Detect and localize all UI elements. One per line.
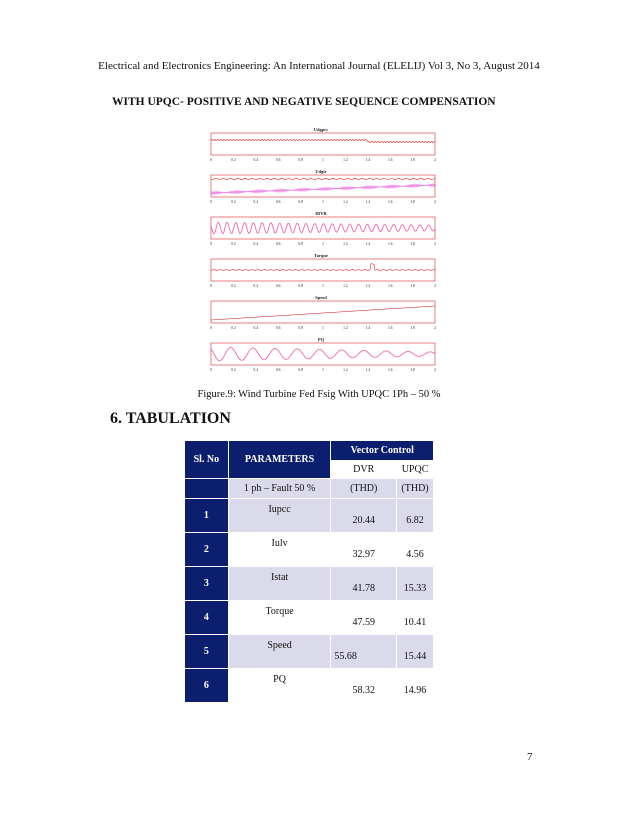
x-tick-label: 2 xyxy=(434,326,436,330)
x-tick-label: 1.8 xyxy=(410,326,415,330)
x-tick-label: 1 xyxy=(322,368,324,372)
x-tick-label: 0.6 xyxy=(275,284,281,288)
row-parameter: PQ xyxy=(228,669,331,703)
row-sl-no: 4 xyxy=(185,601,229,635)
x-tick-label: 0.6 xyxy=(275,158,281,162)
row-parameter: Iupcc xyxy=(228,499,331,533)
table-row xyxy=(185,601,434,635)
panel-trace xyxy=(211,264,435,271)
row-dvr-value: 41.78 xyxy=(331,567,397,601)
x-tick-label: 0 xyxy=(210,326,212,330)
x-tick-label: 0.2 xyxy=(231,200,236,204)
table-row xyxy=(185,499,434,533)
x-tick-label: 1.2 xyxy=(343,200,348,204)
x-tick-label: 0.2 xyxy=(231,242,236,246)
x-tick-label: 0 xyxy=(210,242,212,246)
x-tick-label: 1.6 xyxy=(387,158,393,162)
x-tick-label: 2 xyxy=(434,200,436,204)
x-tick-label: 1 xyxy=(322,158,324,162)
x-tick-label: 1 xyxy=(322,284,324,288)
panel-title: Udgir xyxy=(315,169,327,174)
x-tick-label: 1.6 xyxy=(387,242,393,246)
subheader-dvr: DVR xyxy=(331,461,397,479)
table-row xyxy=(185,567,434,601)
panel-title: Speed xyxy=(315,295,327,300)
x-tick-label: 1 xyxy=(322,200,324,204)
x-tick-label: 0.8 xyxy=(298,326,303,330)
section-title: WITH UPQC- POSITIVE AND NEGATIVE SEQUENCE COMPENSATION xyxy=(112,96,496,108)
row-sl-no: 3 xyxy=(185,567,229,601)
x-tick-label: 2 xyxy=(434,158,436,162)
row-upqc-value: 14.96 xyxy=(397,669,434,703)
x-tick-label: 1 xyxy=(322,242,324,246)
x-tick-label: 1.2 xyxy=(343,326,348,330)
x-tick-label: 0 xyxy=(210,200,212,204)
row-sl-no: 5 xyxy=(185,635,229,669)
row-parameter: Iulv xyxy=(228,533,331,567)
subheader-upqc: UPQC xyxy=(397,461,434,479)
x-tick-label: 1.2 xyxy=(343,242,348,246)
x-tick-label: 0.8 xyxy=(298,242,303,246)
header-sl-no: Sl. No xyxy=(185,441,229,479)
panel-trace xyxy=(211,222,435,234)
row-dvr-value: 47.59 xyxy=(331,601,397,635)
row-upqc-value: 10.41 xyxy=(397,601,434,635)
x-tick-label: 0.2 xyxy=(231,326,236,330)
panel-frame xyxy=(211,217,435,239)
x-tick-label: 0.4 xyxy=(253,200,259,204)
x-tick-label: 1.2 xyxy=(343,158,348,162)
header-vector-control: Vector Control xyxy=(331,441,434,461)
x-tick-label: 1.2 xyxy=(343,368,348,372)
x-tick-label: 1.4 xyxy=(365,242,371,246)
unit-dvr: (THD) xyxy=(331,479,397,499)
row-dvr-value: 20.44 xyxy=(331,499,397,533)
x-tick-label: 0.8 xyxy=(298,284,303,288)
panel-title: Udgpcc xyxy=(313,127,329,132)
row-dvr-value: 55.68 xyxy=(331,635,397,669)
row-upqc-value: 15.33 xyxy=(397,567,434,601)
simulation-figure xyxy=(203,126,439,378)
x-tick-label: 1.4 xyxy=(365,326,371,330)
x-tick-label: 0.8 xyxy=(298,200,303,204)
x-tick-label: 1.2 xyxy=(343,284,348,288)
x-tick-label: 0.8 xyxy=(298,158,303,162)
panel-frame xyxy=(211,343,435,365)
panel-title: Torque xyxy=(314,253,328,258)
x-tick-label: 1.8 xyxy=(410,242,415,246)
panel-title: IDVR xyxy=(315,211,327,216)
x-tick-label: 0.4 xyxy=(253,326,259,330)
panel-trace xyxy=(211,139,435,143)
panel-title: PQ xyxy=(317,337,325,342)
row-parameter: Istat xyxy=(228,567,331,601)
table-row xyxy=(185,635,434,669)
x-tick-label: 0.6 xyxy=(275,326,281,330)
x-tick-label: 1.6 xyxy=(387,284,393,288)
panel-frame xyxy=(211,133,435,155)
row-dvr-value: 32.97 xyxy=(331,533,397,567)
thd-table xyxy=(184,440,434,703)
x-tick-label: 0.2 xyxy=(231,368,236,372)
table-row xyxy=(185,533,434,567)
x-tick-label: 2 xyxy=(434,284,436,288)
x-tick-label: 0.4 xyxy=(253,368,259,372)
x-tick-label: 1.8 xyxy=(410,368,415,372)
x-tick-label: 0 xyxy=(210,284,212,288)
x-tick-label: 1.6 xyxy=(387,326,393,330)
row-sl-no: 6 xyxy=(185,669,229,703)
x-tick-label: 1.8 xyxy=(410,158,415,162)
x-tick-label: 0 xyxy=(210,158,212,162)
x-tick-label: 1.4 xyxy=(365,158,371,162)
x-tick-label: 0.6 xyxy=(275,368,281,372)
x-tick-label: 0.2 xyxy=(231,158,236,162)
row-sl-no: 2 xyxy=(185,533,229,567)
panel-frame xyxy=(211,301,435,323)
x-tick-label: 1.4 xyxy=(365,200,371,204)
x-tick-label: 2 xyxy=(434,242,436,246)
x-tick-label: 0.6 xyxy=(275,242,281,246)
blank-cell xyxy=(185,479,229,499)
x-tick-label: 0.4 xyxy=(253,284,259,288)
x-tick-label: 0.8 xyxy=(298,368,303,372)
header-parameters: PARAMETERS xyxy=(228,441,331,479)
row-upqc-value: 4.56 xyxy=(397,533,434,567)
panel-trace xyxy=(211,184,435,195)
x-tick-label: 1 xyxy=(322,326,324,330)
row-parameter: Speed xyxy=(228,635,331,669)
tabulation-heading: 6. TABULATION xyxy=(110,410,231,427)
x-tick-label: 1.6 xyxy=(387,368,393,372)
x-tick-label: 1.6 xyxy=(387,200,393,204)
x-tick-label: 1.4 xyxy=(365,284,371,288)
x-tick-label: 1.8 xyxy=(410,284,415,288)
x-tick-label: 0.4 xyxy=(253,242,259,246)
row-upqc-value: 6.82 xyxy=(397,499,434,533)
fault-label: 1 ph – Fault 50 % xyxy=(228,479,331,499)
unit-upqc: (THD) xyxy=(397,479,434,499)
x-tick-label: 0.6 xyxy=(275,200,281,204)
x-tick-label: 0 xyxy=(210,368,212,372)
row-parameter: Torque xyxy=(228,601,331,635)
journal-header: Electrical and Electronics Engineering: An International Journal (ELELIJ) Vol 3, No 3, August 2014 xyxy=(98,60,540,72)
panel-trace xyxy=(211,306,435,320)
panel-trace xyxy=(211,347,435,360)
x-tick-label: 1.4 xyxy=(365,368,371,372)
x-tick-label: 2 xyxy=(434,368,436,372)
figure-caption: Figure.9: Wind Turbine Fed Fsig With UPQC 1Ph – 50 % xyxy=(197,389,441,400)
row-dvr-value: 58.32 xyxy=(331,669,397,703)
x-tick-label: 1.8 xyxy=(410,200,415,204)
page-number: 7 xyxy=(527,751,533,763)
x-tick-label: 0.4 xyxy=(253,158,259,162)
table-row xyxy=(185,669,434,703)
x-tick-label: 0.2 xyxy=(231,284,236,288)
row-upqc-value: 15.44 xyxy=(397,635,434,669)
panel-trace-secondary xyxy=(211,178,435,180)
row-sl-no: 1 xyxy=(185,499,229,533)
